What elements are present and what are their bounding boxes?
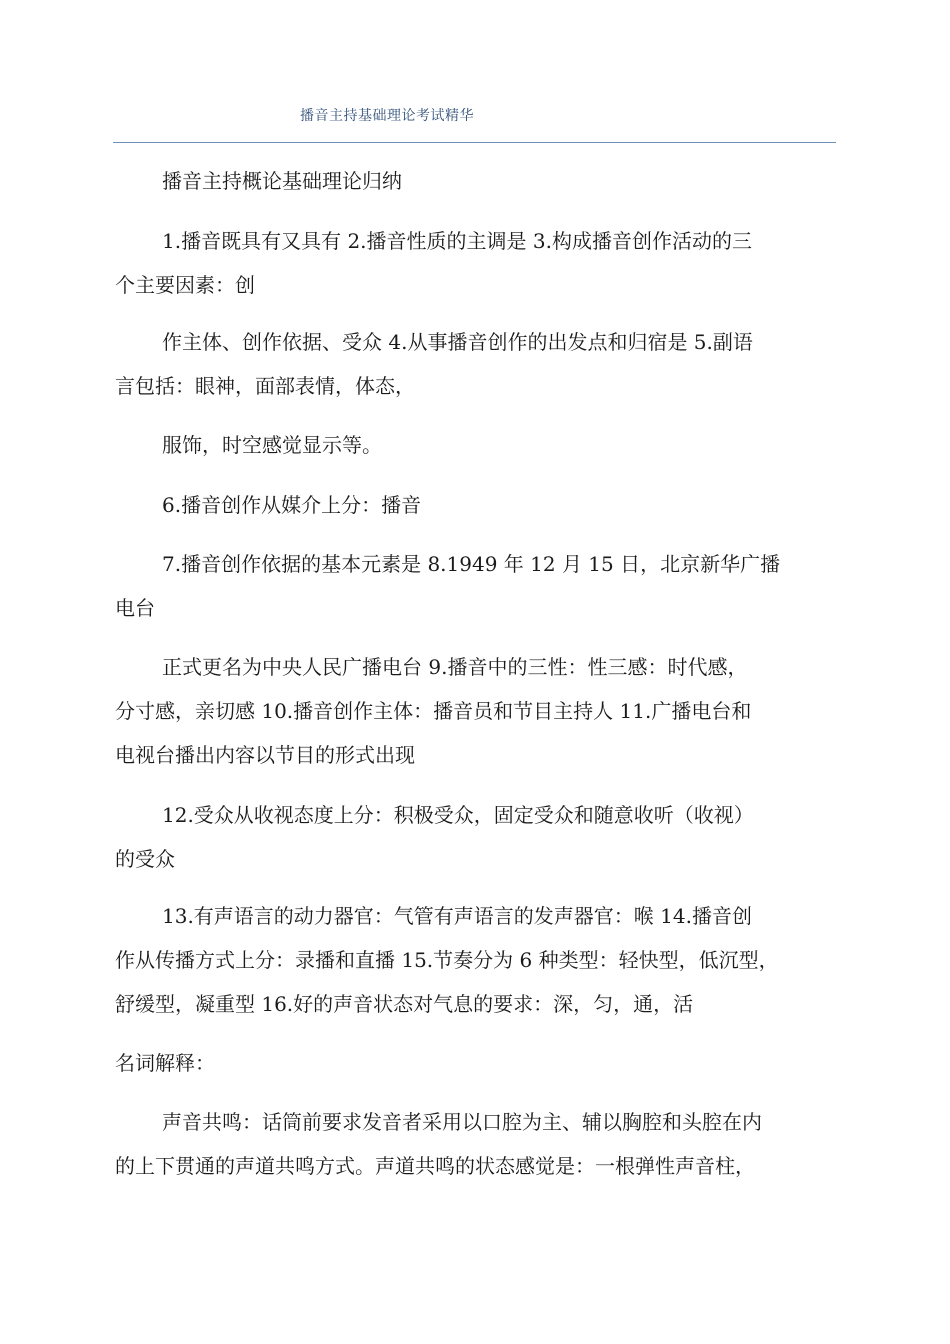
paragraph-voice-resonance [115, 1100, 835, 1188]
text-line: 正式更名为中央人民广播电台 9.播音中的三性：性三感：时代感， [162, 655, 748, 679]
paragraph-item-9-11 [115, 645, 835, 777]
paragraph-definitions-heading [115, 1041, 835, 1085]
text-line: 电视台播出内容以节目的形式出现 [115, 743, 415, 767]
text-line: 作从传播方式上分：录播和直播 15.节奏分为 6 种类型：轻快型，低沉型， [115, 948, 779, 972]
text-line: 名词解释： [115, 1051, 215, 1075]
text-line: 言包括：眼神，面部表情，体态， [115, 374, 415, 398]
text-line: 电台 [115, 596, 155, 620]
paragraph-item-4-5 [115, 320, 835, 408]
document-header-title: 播音主持基础理论考试精华 [300, 108, 474, 124]
paragraph-item-5-cont [115, 423, 835, 467]
paragraph-item-7-8 [115, 542, 835, 630]
paragraph-item-12 [115, 793, 835, 881]
text-line: 个主要因素：创 [115, 273, 255, 297]
text-line: 6.播音创作从媒介上分：播音 [162, 493, 422, 517]
paragraph-item-6 [115, 483, 835, 527]
paragraph-item-1-3 [115, 219, 835, 307]
header-divider [113, 142, 836, 143]
paragraph-item-13-16 [115, 894, 835, 1026]
text-line: 舒缓型，凝重型 16.好的声音状态对气息的要求：深，匀，通，活 [115, 992, 694, 1016]
text-line: 的上下贯通的声道共鸣方式。声道共鸣的状态感觉是：一根弹性声音柱， [115, 1154, 755, 1178]
text-line: 作主体、创作依据、受众 4.从事播音创作的出发点和归宿是 5.副语 [162, 330, 753, 354]
text-line: 服饰，时空感觉显示等。 [162, 433, 382, 457]
text-line: 1.播音既具有又具有 2.播音性质的主调是 3.构成播音创作活动的三 [162, 229, 752, 253]
text-line: 的受众 [115, 847, 175, 871]
paragraph-section-title [115, 159, 835, 203]
text-line: 分寸感，亲切感 10.播音创作主体：播音员和节目主持人 11.广播电台和 [115, 699, 752, 723]
text-line: 13.有声语言的动力器官：气管有声语言的发声器官：喉 14.播音创 [162, 904, 752, 928]
text-line: 播音主持概论基础理论归纳 [162, 169, 402, 193]
text-line: 12.受众从收视态度上分：积极受众，固定受众和随意收听（收视） [162, 803, 754, 827]
text-line: 声音共鸣：话筒前要求发音者采用以口腔为主、辅以胸腔和头腔在内 [162, 1110, 762, 1134]
text-line: 7.播音创作依据的基本元素是 8.1949 年 12 月 15 日，北京新华广播 [162, 552, 781, 576]
